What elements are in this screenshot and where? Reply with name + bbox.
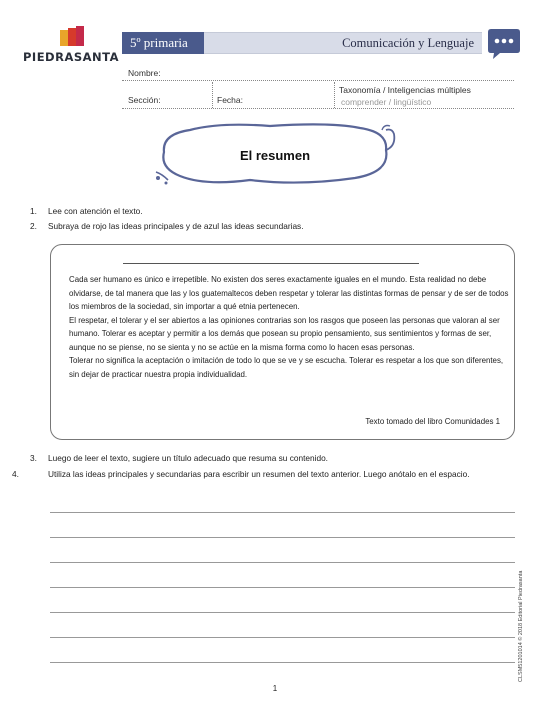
field-divider <box>212 82 213 108</box>
name-field[interactable] <box>122 80 514 81</box>
writing-line[interactable] <box>50 587 515 588</box>
instruction-number: 4. <box>12 469 19 479</box>
instruction-text: Lee con atención el texto. <box>48 206 143 216</box>
name-label: Nombre: <box>128 68 161 78</box>
instruction-text: Luego de leer el texto, sugiere un título adecuado que resuma su contenido. <box>48 453 328 463</box>
instruction-2 <box>30 220 304 232</box>
date-label: Fecha: <box>217 95 243 105</box>
grade-label: 5º primaria <box>122 32 204 54</box>
subject-label: Comunicación y Lenguaje <box>342 36 474 50</box>
instruction-4 <box>12 468 500 480</box>
title-answer-line[interactable] <box>123 263 419 264</box>
worksheet-title: El resumen <box>239 148 311 163</box>
writing-line[interactable] <box>50 512 515 513</box>
passage-paragraph-2: El respetar, el tolerar y el ser abiertos a las opiniones contrarias son los rasgos que poseen las personas que valoran al ser humano. Tolerar es aceptar y permitir a los demás que posean su propio pensamiento, sus sentimientos y formas de ser, aunque no se piense, no se sienta y no se actúe en la misma forma como lo hacen esas personas. <box>69 315 500 352</box>
taxonomy-value: comprender / lingüístico <box>341 97 432 107</box>
speech-bubble-icon <box>486 26 522 62</box>
passage-text <box>69 273 509 381</box>
field-divider <box>334 82 335 108</box>
passage-source: Texto tomado del libro Comunidades 1 <box>365 417 500 426</box>
passage-paragraph-1: Cada ser humano es único e irrepetible. No existen dos seres exactamente iguales en el mundo. Esta realidad no debe olvidarse, de tal manera que las y los guatemaltecos deben respetar y tolerar las distintas formas de pensar y de ser de todos los miembros de la sociedad, sin importar a qué etnia pertenecen. <box>69 275 509 311</box>
header-bar <box>122 32 482 54</box>
section-date-field[interactable] <box>122 108 514 109</box>
instruction-number: 2. <box>30 221 37 231</box>
book-logo-icon <box>60 26 86 48</box>
section-label: Sección: <box>128 95 161 105</box>
instruction-text: Subraya de rojo las ideas principales y de azul las ideas secundarias. <box>48 221 304 231</box>
publisher-logo <box>16 26 126 74</box>
taxonomy-label: Taxonomía / Inteligencias múltiples <box>339 85 471 95</box>
passage-paragraph-3: Tolerar no significa la aceptación o imitación de todo lo que se ve y se escucha. Tolerar es respetar a los que son diferentes, sin dejar de practicar nuestra propia individualidad. <box>69 356 504 379</box>
writing-line[interactable] <box>50 637 515 638</box>
copyright-note: CLSM51201014 © 2018 Editorial Piedrasanta <box>518 570 524 682</box>
instruction-number: 3. <box>30 453 37 463</box>
writing-line[interactable] <box>50 662 515 663</box>
logo-text: PIEDRASANTA <box>22 50 120 64</box>
page-number: 1 <box>272 684 278 693</box>
instruction-1 <box>30 205 143 217</box>
instruction-3 <box>30 452 328 464</box>
instruction-text: Utiliza las ideas principales y secundarias para escribir un resumen del texto anterior. Luego anótalo en el espacio. <box>48 469 470 479</box>
writing-line[interactable] <box>50 537 515 538</box>
writing-line[interactable] <box>50 562 515 563</box>
writing-line[interactable] <box>50 612 515 613</box>
reading-passage-box <box>50 244 515 440</box>
instruction-number: 1. <box>30 206 37 216</box>
